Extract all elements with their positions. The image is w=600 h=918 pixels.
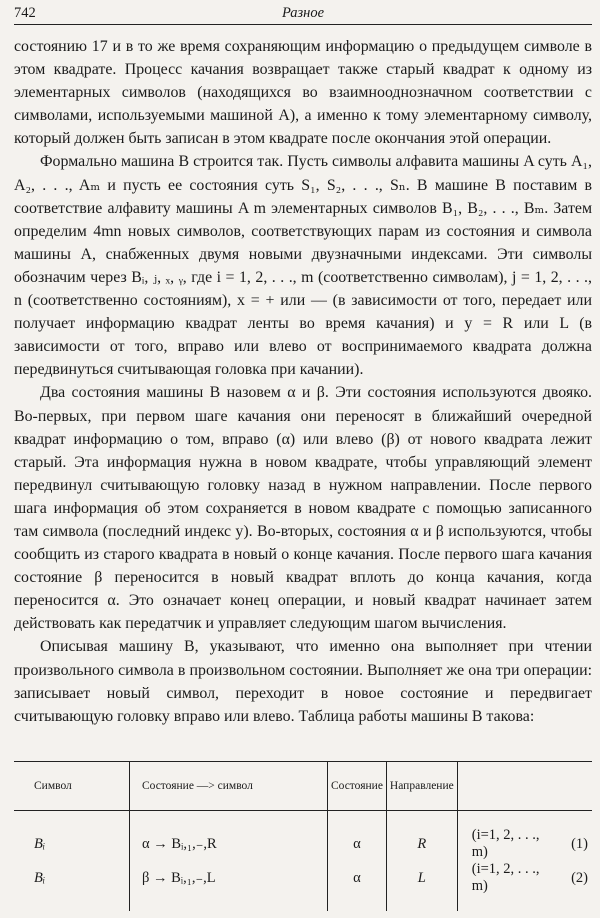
cell-direction: L <box>386 861 457 895</box>
paragraph-3: Два состояния машины B назовем α и β. Эти состояния используются двояко. Во-первых, при первом шаге качания они переносят в ближайший очередной квадрат информацию о том, вправо (α) или влево (β) от нового квадрата лежит старый. Эта информация нужна в новом квадрате, чтобы управляющий элемент передвинул считывающую головку назад в нужном направлении. После первого шага информация об этом сохраняется в новом квадрате с помощью записанного там символа (последний индекс y). Во-вторых, состояния α и β используются, чтобы сообщить из старого квадрата в новый о конце качания. После первого шага качания состояние β переносится в новый квадрат вплоть до конца качания, когда переносится α. Это означает конец операции, и новый квадрат начинает затем действовать как передатчик и управляет следующим шагом вычисления. <box>14 384 592 633</box>
page-header <box>14 2 592 25</box>
machine-table <box>14 761 592 911</box>
table-row <box>14 861 592 895</box>
page-number: 742 <box>14 5 36 21</box>
cell-transition: β → Bᵢ,₁,₋,L <box>130 861 328 895</box>
paragraph-1: состоянию 17 и в то же время сохраняющим информацию о предыдущем символе в этом квадрате. Процесс качания возвращает также старый квадрат к одному из элементарных символов (находящихся во взаимнооднозначном соответствии с символами, используемыми машиной A), а именно к тому элементарному символу, который должен быть записан в этом квадрате после окончания этой операции. <box>14 38 592 148</box>
table-row <box>14 827 592 861</box>
cell-direction: R <box>386 827 457 861</box>
column-header-range <box>457 762 545 811</box>
body-text <box>14 35 592 728</box>
column-header-direction: Направление <box>386 762 457 811</box>
cell-state: α <box>328 827 387 861</box>
cell-symbol: Bᵢ <box>14 861 130 895</box>
cell-transition: α → Bᵢ,₁,₋,R <box>130 827 328 861</box>
cell-range: (i=1, 2, . . ., m) <box>471 827 540 860</box>
column-header-number <box>545 762 592 811</box>
cell-equation-number: (2) <box>571 869 588 886</box>
cell-state: α <box>328 861 387 895</box>
cell-equation-number: (1) <box>571 835 588 852</box>
cell-symbol: Bᵢ <box>14 827 130 861</box>
paragraph-4: Описывая машину B, указывают, что именно она выполняет при чтении произвольного символа в произвольном состоянии. Выполняет же она три операции: записывает новый символ, переходит в новое состояние и передвигает считывающую головку вправо или влево. Таблица работы машины B такова: <box>14 638 592 725</box>
paragraph-2: Формально машина B строится так. Пусть символы алфавита машины A суть A₁, A₂, . . ., Aₘ и пусть ее состояния суть S₁, S₂, . . ., Sₙ. В машине B поставим в соответствие алфавиту машины A m элементарных символов B₁, B₂, . . ., Bₘ. Затем определим 4mn новых символов, соответствующих парам из состояния и символа машины A, снабженных двумя новыми двузначными индексами. Эти символы обозначим через Bᵢ, ⱼ, ₓ, ᵧ, где i = 1, 2, . . ., m (соответственно символам), j = 1, 2, . . ., n (соответственно состояниям), x = + или — (в зависимости от того, передает или получает информацию квадрат ленты во время качания) и y = R или L (в зависимости от того, вправо или влево от воспринимаемого квадрата должна передвинуться считывающая головка при качании). <box>14 153 592 379</box>
table-header-row <box>14 762 592 811</box>
column-header-state: Состояние <box>328 762 387 811</box>
column-header-symbol: Символ <box>14 762 130 811</box>
cell-range: (i=1, 2, . . ., m) <box>471 861 540 894</box>
running-title: Разное <box>281 5 325 21</box>
column-header-state-symbol: Состояние —> символ <box>130 762 328 811</box>
